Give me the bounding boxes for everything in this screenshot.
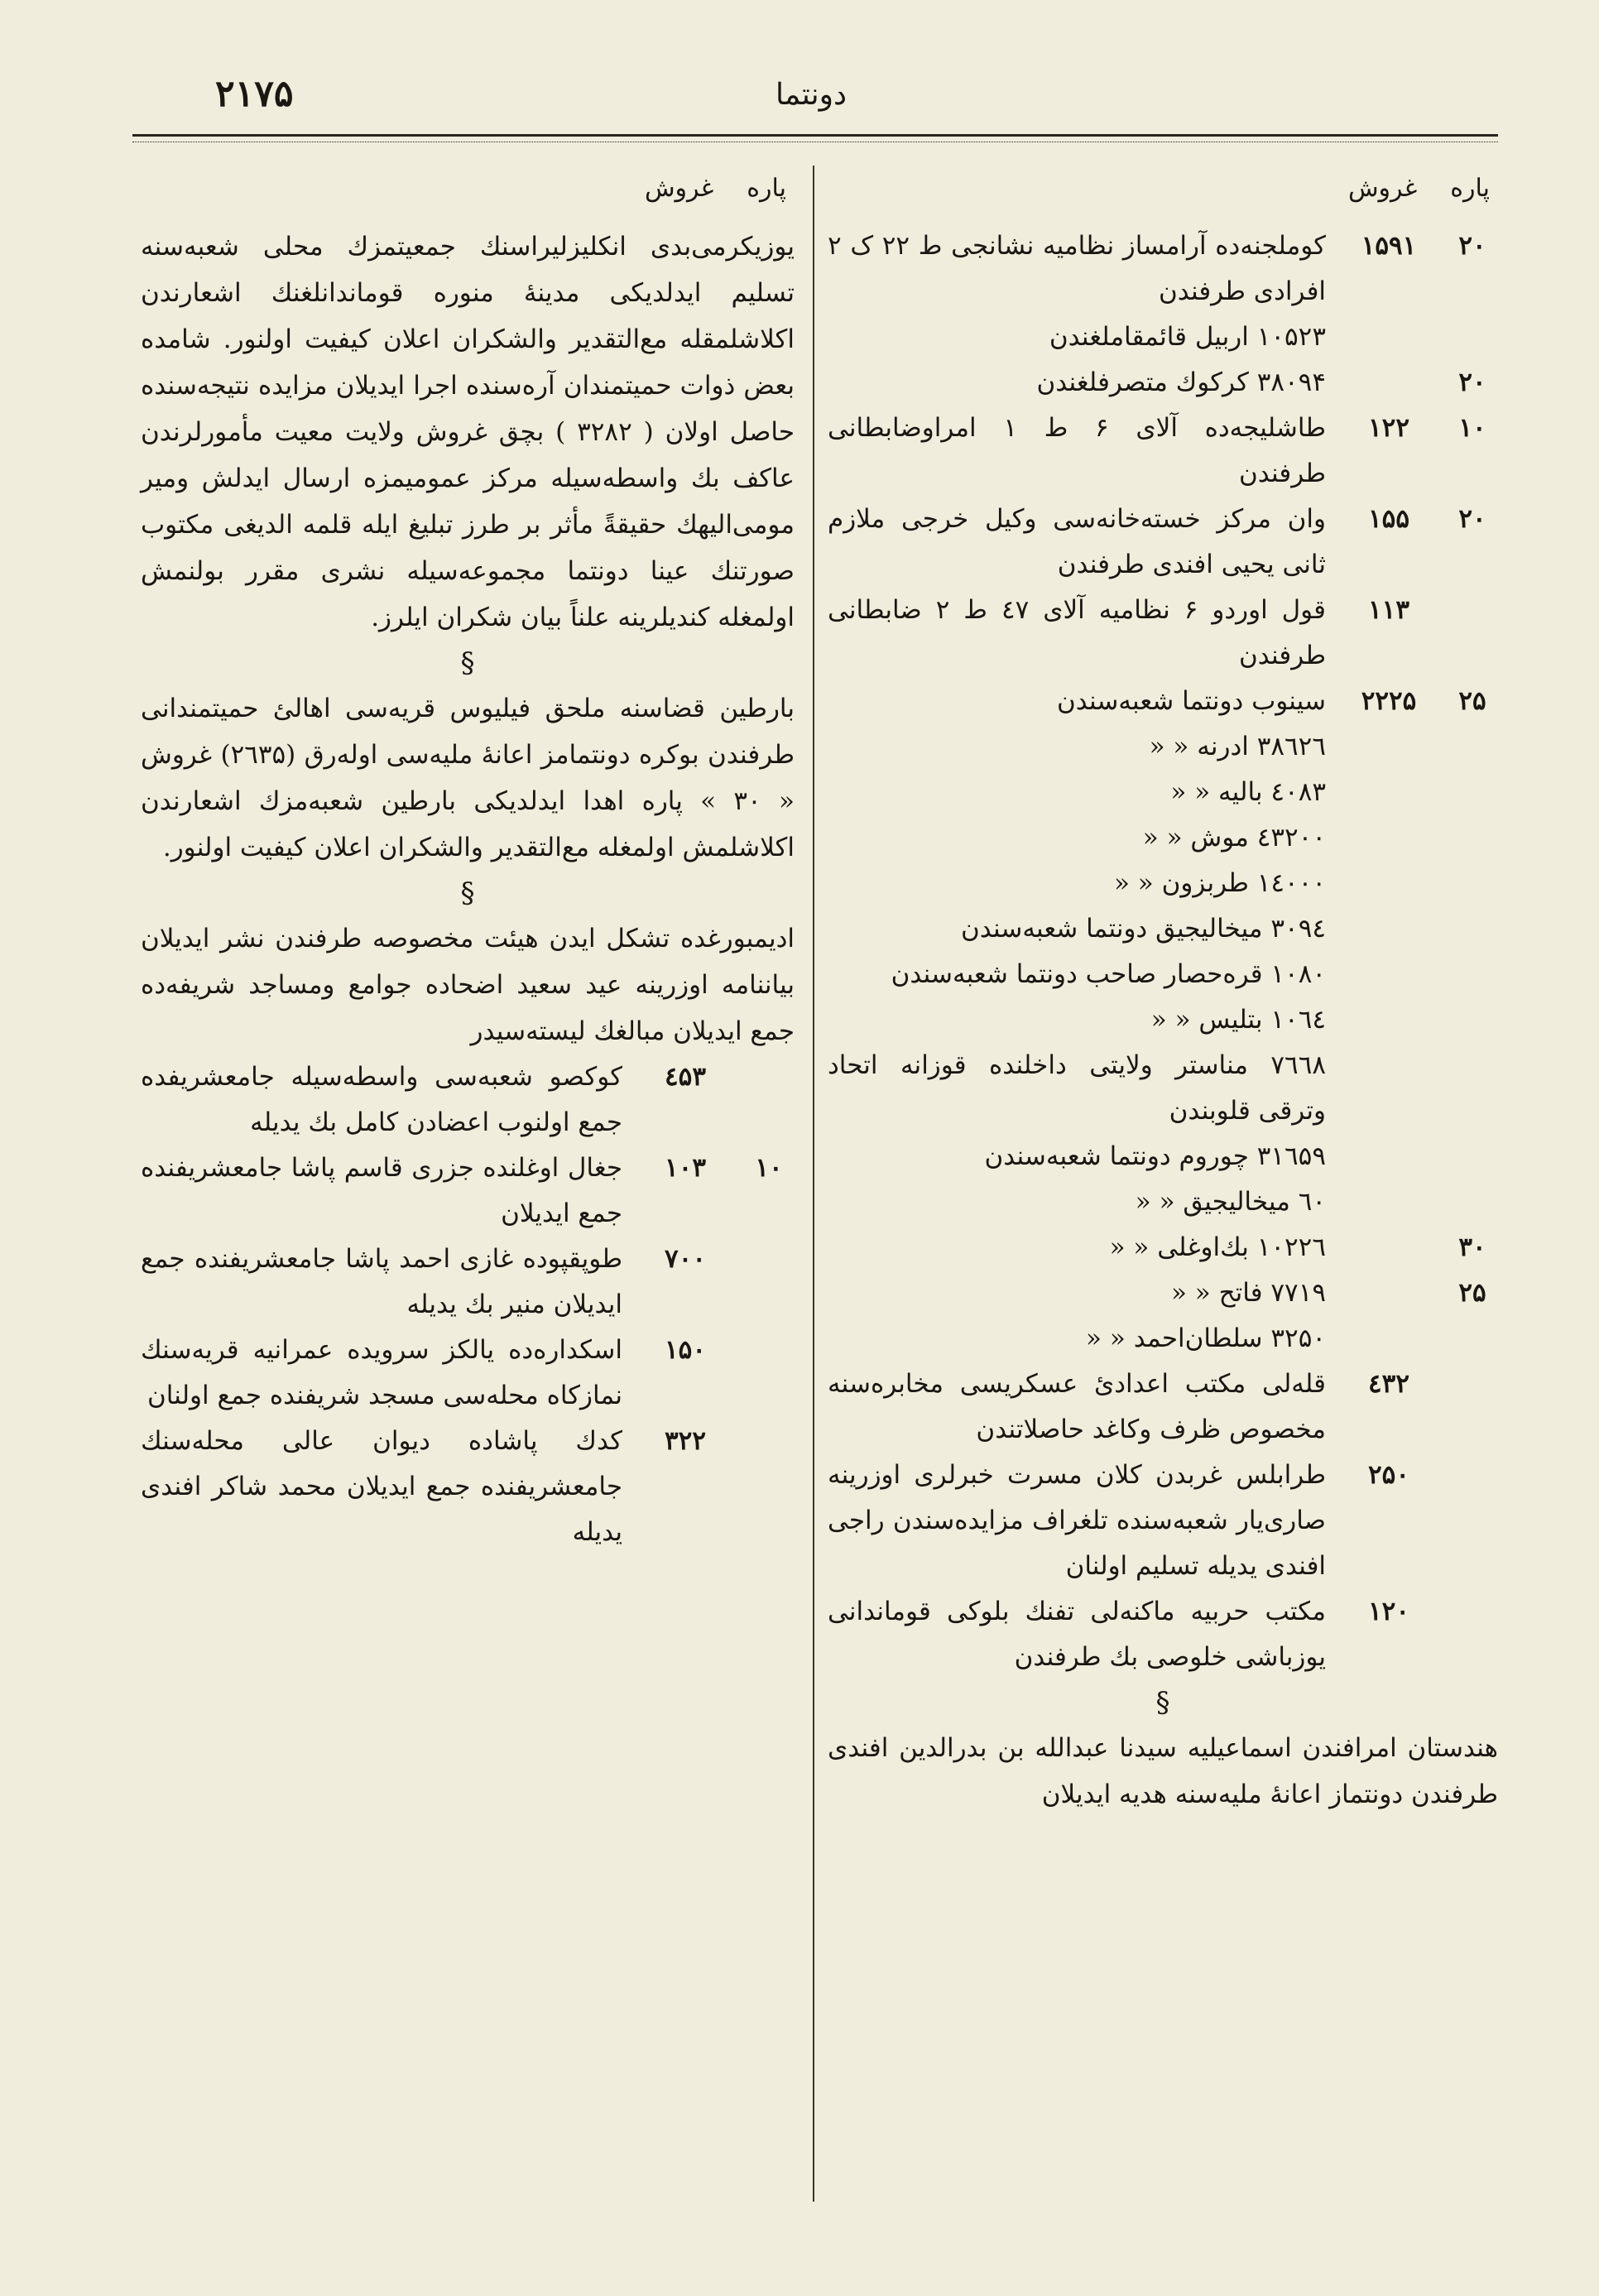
- left-column-header: [141, 174, 795, 223]
- entry-ghurush: [1331, 1134, 1447, 1179]
- entry-description: ۱۰۲۲٦ بك‌اوغلی « «: [1109, 1232, 1326, 1262]
- entry-ghurush: ۱۵۰: [665, 1335, 706, 1365]
- entry-description: سینوب دونتما شعبه‌سندن: [1057, 686, 1326, 716]
- entry-description: ۷۷۱۹ فاتح « «: [1170, 1278, 1326, 1308]
- para-heading: پاره: [1450, 174, 1490, 203]
- entry-para: [1447, 315, 1498, 360]
- para-heading: پاره: [747, 174, 786, 203]
- entry-para: [1447, 997, 1498, 1043]
- entry-ghurush: ۲۵۰: [1368, 1460, 1409, 1490]
- right-donation-list: [828, 223, 1498, 1680]
- entry-para: [1447, 1362, 1498, 1453]
- entry-ghurush: [1331, 724, 1447, 770]
- entry-ghurush: [1331, 1043, 1447, 1134]
- entry-ghurush: ۷۰۰: [665, 1244, 706, 1274]
- donation-entry: [828, 588, 1498, 679]
- entry-para: ۱۰: [755, 1153, 783, 1183]
- entry-para: ۲۵: [1458, 686, 1486, 716]
- entry-description: ۱۰۸۰ قره‌حصار صاحب دونتما شعبه‌سندن: [891, 959, 1326, 989]
- entry-description: ٦۰ میخالیجیق « «: [1135, 1187, 1326, 1217]
- page-number: ۲۱۷۵: [215, 73, 294, 115]
- entry-ghurush: [1331, 360, 1447, 406]
- entry-ghurush: ۱۰۳: [665, 1153, 706, 1183]
- entry-para: [1447, 588, 1498, 679]
- entry-para: [1447, 724, 1498, 770]
- entry-ghurush: [1331, 1270, 1447, 1316]
- entry-para: [1447, 1453, 1498, 1589]
- donation-entry: [141, 1328, 795, 1419]
- entry-description: طاشلیجه‌ده آلای ۶ ط ۱ امراوضابطانی طرفندن: [828, 413, 1326, 488]
- section-separator: §: [460, 877, 475, 910]
- entry-para: [743, 1328, 795, 1419]
- entry-description: قله‌لی مکتب اعدادئ عسکریسی مخابره‌سنه مخصوص ظرف وکاغد حاصلاتندن: [828, 1369, 1326, 1444]
- entry-para: [1447, 1134, 1498, 1179]
- entry-ghurush: [1331, 997, 1447, 1043]
- entry-ghurush: [1331, 815, 1447, 861]
- entry-para: [1447, 906, 1498, 952]
- entry-description: ۳۸۰۹۴ کرکوك متصرفلغندن: [1036, 367, 1326, 397]
- entry-description: ۳۲۵۰ سلطان‌احمد « «: [1086, 1323, 1326, 1353]
- section-separator: §: [460, 646, 475, 680]
- entry-para: ۱۰: [1458, 413, 1486, 443]
- ghurush-heading: غروش: [1347, 174, 1418, 203]
- entry-para: [1447, 1179, 1498, 1225]
- ghurush-heading: غروش: [644, 174, 714, 203]
- entry-description: ٤۳۲۰۰ موش « «: [1142, 823, 1326, 853]
- entry-para: ۲۰: [1458, 504, 1486, 534]
- entry-ghurush: [1331, 315, 1447, 360]
- entry-ghurush: [1331, 906, 1447, 952]
- entry-description: ۳۰۹٤ میخالیجیق دونتما شعبه‌سندن: [960, 914, 1326, 944]
- donation-entry: [828, 952, 1498, 997]
- header-rule: [132, 134, 1498, 142]
- left-donation-list: [141, 1054, 795, 1555]
- donation-entry: [828, 406, 1498, 497]
- left-prose-1: یوزیکرمی‌بدی انکلیزلیراسنك جمعیتمزك محلی شعبه‌سنه تسلیم ایدلدیکی مدینهٔ منوره قوماندانلغنك اشعارندن اکلاشلمقله مع‌التقدیر والشکران اعلان کیفیت اولنور. شامده بعض ذوات حمیتمندان آره‌سنده اجرا ایدیلان مزایده نتیجه‌سنده حاصل اولان ( ۳۲۸۲ ) بچق غروش ولایت معیت مأمورلرندن عاکف بك واسطه‌سیله مرکز عمومیمزه ارسال ایدلش ومیر مومی‌الیهك حقیقةً مأثر بر طرز تبلیغ ایله قلمه الدیغی مکتوب صورتنك عینا دونتما مجموعه‌سیله نشری مقرر بولنمش اولمغله کندیلرینه علناً بیان شکران ایلرز.: [141, 232, 795, 632]
- entry-ghurush: ۱۲۰: [1368, 1597, 1409, 1626]
- entry-para: [1447, 815, 1498, 861]
- entry-para: [1447, 1043, 1498, 1134]
- entry-ghurush: ٤۵۳: [665, 1062, 706, 1092]
- entry-para: [743, 1237, 795, 1328]
- entry-para: [1447, 770, 1498, 815]
- entry-para: [1447, 952, 1498, 997]
- donation-entry: [828, 1270, 1498, 1316]
- entry-ghurush: ۱۲۲: [1368, 413, 1409, 443]
- entry-para: [1447, 861, 1498, 906]
- entry-para: [743, 1054, 795, 1146]
- left-prose-2: بارطین قضاسنه ملحق فیلیوس قریه‌سی اهالئ حمیتمندانی طرفندن بوکره دونتمامز اعانهٔ ملیه‌سی اوله‌رق (۲٦۳۵) غروش « ۳۰ » پاره اهدا ایدلدیکی بارطین شعبه‌مزك اشعارندن اکلاشلمش اولمغله مع‌التقدیر والشکران اعلان کیفیت اولنور.: [141, 694, 795, 862]
- running-title: دونتما: [775, 78, 848, 112]
- section-separator: §: [1155, 1686, 1170, 1719]
- entry-description: ۳۸٦۲٦ ادرنه « «: [1149, 732, 1326, 761]
- donation-entry: [828, 1179, 1498, 1225]
- donation-entry: [141, 1419, 795, 1555]
- entry-description: طرابلس غربدن کلان مسرت خبرلری اوزرینه صاری‌یار شعبه‌سنده تلغراف مزایده‌سندن راجی افندی یدیله تسلیم اولنان: [828, 1460, 1326, 1581]
- donation-entry: [828, 497, 1498, 588]
- entry-ghurush: [1331, 770, 1447, 815]
- donation-entry: [828, 223, 1498, 315]
- entry-description: طوپقپوده غازی احمد پاشا جامعشریفنده جمع ایدیلان منیر بك یدیله: [141, 1244, 622, 1319]
- entry-description: ۱۰۵۲۳ اربیل قائمقاملغندن: [1049, 322, 1326, 352]
- donation-entry: [828, 724, 1498, 770]
- entry-para: ۲۰: [1458, 367, 1486, 397]
- donation-entry: [828, 1453, 1498, 1589]
- entry-description: جغال اوغلنده جزری قاسم پاشا جامعشریفنده جمع ایدیلان: [141, 1153, 622, 1228]
- right-column-header: [828, 174, 1498, 223]
- page-header: [124, 73, 1498, 131]
- donation-entry: [828, 770, 1498, 815]
- entry-description: مکتب حربیه ماکنه‌لی تفنك بلوکی قوماندانی یوزباشی خلوصی بك طرفندن: [828, 1597, 1326, 1672]
- entry-ghurush: ۱۵۹۱: [1361, 231, 1417, 261]
- entry-para: ۲۵: [1458, 1278, 1486, 1308]
- entry-description: کوملجنه‌ده آرامساز نظامیه نشانجی ط ۲۲ ک ۲ افرادی طرفندن: [828, 231, 1326, 306]
- entry-ghurush: ۲۲۲۵: [1361, 686, 1417, 716]
- left-prose-3: ادیمبورغده تشکل ایدن هیئت مخصوصه طرفندن نشر ایدیلان بیاننامه اوزرینه عید سعید اضحاده جوامع ومساجد شریفه‌ده جمع ایدیلان مبالغك لیسته‌سیدر: [141, 924, 795, 1046]
- donation-entry: [828, 1316, 1498, 1362]
- donation-entry: [828, 1362, 1498, 1453]
- entry-description: کوکصو شعبه‌سی واسطه‌سیله جامعشریفده جمع اولنوب اعضادن کامل بك یدیله: [141, 1062, 622, 1137]
- donation-entry: [828, 815, 1498, 861]
- entry-description: ٤۰۸۳ بالیه « «: [1170, 777, 1326, 807]
- donation-entry: [141, 1054, 795, 1146]
- entry-ghurush: ۳۲۲: [665, 1426, 706, 1456]
- donation-entry: [828, 315, 1498, 360]
- entry-ghurush: [1331, 1316, 1447, 1362]
- donation-entry: [828, 679, 1498, 724]
- entry-description: اسکداره‌ده یالکز سرویده عمرانیه قریه‌سنك نمازکاه محله‌سی مسجد شریفنده جمع اولنان: [141, 1335, 622, 1410]
- donation-entry: [828, 906, 1498, 952]
- entry-para: [1447, 1316, 1498, 1362]
- entry-description: ۱۰٦٤ بتلیس « «: [1150, 1005, 1326, 1035]
- entry-para: [1447, 1589, 1498, 1680]
- entry-description: کدك پاشاده دیوان عالی محله‌سنك جامعشریفنده جمع ایدیلان محمد شاکر افندی یدیله: [141, 1426, 622, 1547]
- donation-entry: [141, 1146, 795, 1237]
- left-column: [141, 174, 795, 1555]
- entry-ghurush: [1331, 861, 1447, 906]
- entry-para: ۲۰: [1458, 231, 1486, 261]
- donation-entry: [828, 1589, 1498, 1680]
- entry-ghurush: [1331, 1179, 1447, 1225]
- donation-entry: [828, 360, 1498, 406]
- right-prose: هندستان امرافندن اسماعیلیه سیدنا عبدالله بن بدرالدین افندی طرفندن دونتماز اعانهٔ ملیه‌سنه هدیه ایدیلان: [828, 1733, 1498, 1809]
- entry-ghurush: ۱۱۳: [1368, 595, 1409, 625]
- entry-ghurush: ۱۵۵: [1368, 504, 1409, 534]
- donation-entry: [828, 1134, 1498, 1179]
- donation-entry: [828, 997, 1498, 1043]
- donation-entry: [828, 1225, 1498, 1270]
- donation-entry: [141, 1237, 795, 1328]
- donation-entry: [828, 861, 1498, 906]
- donation-entry: [828, 1043, 1498, 1134]
- entry-description: ۳۱٦۵۹ چوروم دونتما شعبه‌سندن: [984, 1141, 1326, 1171]
- entry-para: [743, 1419, 795, 1555]
- entry-ghurush: [1331, 952, 1447, 997]
- column-divider: [813, 166, 814, 2202]
- entry-ghurush: [1331, 1225, 1447, 1270]
- entry-description: ۱٤۰۰۰ طربزون « «: [1113, 868, 1326, 898]
- entry-description: ۷٦٦۸ مناستر ولایتی داخلنده قوزانه اتحاد وترقی قلوبندن: [828, 1050, 1326, 1126]
- entry-description: قول اوردو ۶ نظامیه آلای ٤۷ ط ۲ ضابطانی طرفندن: [828, 595, 1326, 670]
- entry-description: وان مرکز خسته‌خانه‌سی وکیل خرجی ملازم ثانی یحیی افندی طرفندن: [828, 504, 1326, 579]
- entry-para: ۳۰: [1458, 1232, 1486, 1262]
- right-column: [828, 174, 1498, 1818]
- entry-ghurush: ٤۳۲: [1368, 1369, 1409, 1399]
